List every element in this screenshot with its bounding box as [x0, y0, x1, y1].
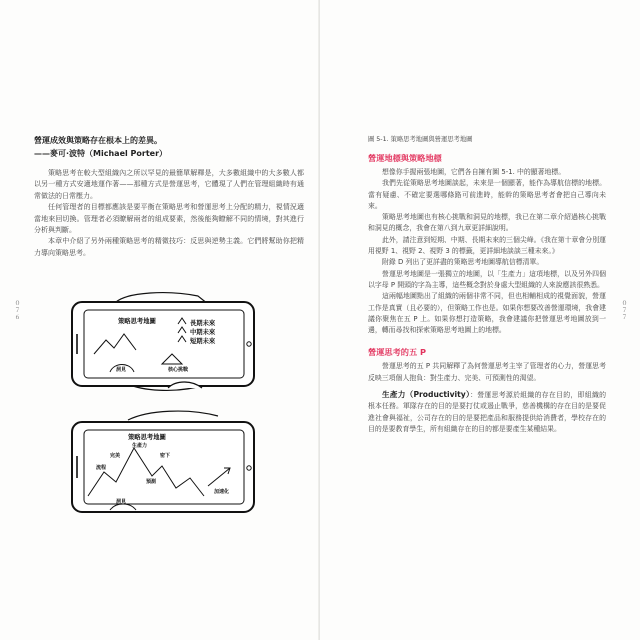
predictability-label: 預測	[146, 479, 157, 485]
map-title: 策略思考地圖	[118, 318, 156, 325]
paragraph: 我們先從策略思考地圖談起，未來是一個顯著，能作為導航信標的地標。當有疑慮、不確定要選哪條路可前進時，能幹的策略思考者會把自己導向未來。	[368, 179, 606, 210]
paragraph: 營運思考的五 P 共同解釋了為何營運思考主宰了管理者的心力，營運思考反映三項個人抱負：對生產力、完美、可預測性的渴望。	[368, 362, 606, 382]
paragraph: 策略思考地圖也有核心挑戰和洞見的地標，我已在第二章介紹過核心挑戰和洞見的概念，我會在第八到九章更詳細說明。	[368, 213, 606, 233]
paragraph: 這兩幅地圖點出了組織的兩個非常不同，但也相輔相成的視覺面貌，營運工作是真實（且必要的），但策略工作也是。如果你想要改善營運環境，我會建議你聚焦在五 P 上。如果你想打造策略，我會建議你把營運思考地圖放到一邊，轉而尋找和探索策略思考地圖上的地標。	[368, 292, 606, 335]
core-challenge-label: 核心挑戰	[168, 367, 189, 373]
phone-illustration-top	[58, 284, 268, 396]
perfection-label: 完美	[110, 453, 121, 459]
right-body-text	[368, 152, 606, 435]
paragraph: 想像你手握兩張地圖，它們各自擁有圖 5-1. 中的顯著地標。	[382, 168, 566, 176]
figure-caption: 圖 5-1. 策略思考地圖與營運思考地圖	[368, 136, 473, 143]
insight-label: 洞見	[116, 367, 127, 373]
epigraph-attribution: ——麥可·波特（Michael Porter）	[34, 149, 168, 158]
paragraph: 此外，請注意到短期、中期、長期未來的三個尖峰。《我在第十章會分別運用視野 1、視野 2、視野 3 的標籤，更詳細地談談三種未來。》	[368, 235, 606, 256]
operational-map-figure	[58, 406, 268, 522]
productivity-text: ：營運思考源於組織的存在目的，即組織的根本任務。軍隊存在的目的是要打仗或遏止戰爭，慈善機構的存在目的是要促進社會與福祉，公司存在的目的是要把產品和服務提供給消費者，學校存在的目的是要教育學生，所有組織存在的目的都是要產生某種結果。	[368, 391, 607, 433]
acceleration-label: 加速化	[214, 489, 230, 495]
phone-illustration-bottom	[58, 406, 268, 522]
paragraph: 本章中介紹了另外兩種策略思考的精微技巧：反思與逆勢主義。它們將幫助你把精力導向策略思考。	[34, 237, 304, 257]
section-heading: 營運思考的五 P	[368, 347, 426, 358]
section-heading: 營運地標與策略地標	[368, 153, 442, 163]
mid-term-label: 中期未來	[190, 329, 216, 336]
paragraph: 策略思考在較大型組織內之所以罕見的最簡單解釋是，大多數組織中的大多數人都以另一種方式安適地運作著——那種方式是營運思考，它體現了人們在管理組織時有通常做法的日常壓力。	[34, 169, 304, 200]
epigraph-quote: 營運成效與策略存在根本上的差異。	[34, 136, 162, 145]
short-term-label: 短期未來	[190, 338, 216, 345]
paragraph-productivity	[368, 389, 606, 435]
strategic-map-figure	[58, 284, 268, 396]
paragraph: 營運思考地圖是一張獨立的地圖，以「生產力」這項地標，以及另外四個以字母 P 開頭的字為主導，這些概念對於身處大型組織的人來說應該很熟悉。	[368, 269, 606, 289]
ridge-right-label: 密下	[160, 453, 171, 459]
paragraph: 任何管理者的目標都應該是要平衡在策略思考和營運思考上分配的精力，視情況適當地來回切換。管理者必須瞭解兩者的組成要素，然後能夠瞭解不同的情境，對其進行分析與判斷。	[34, 203, 304, 235]
insight-label: 洞見	[116, 499, 127, 505]
productivity-term: 生產力（Productivity）	[382, 390, 471, 400]
map-title: 策略思考地圖	[128, 434, 166, 441]
epigraph	[34, 134, 304, 160]
left-body-text	[34, 168, 304, 259]
page-number-left: ０７６	[13, 300, 20, 321]
process-label: 流程	[96, 465, 107, 471]
paragraph: 附錄 D 列出了更詳盡的策略思考地圖導航信標清單。	[382, 258, 544, 267]
page-number-right: ０７７	[620, 300, 627, 321]
long-term-label: 長期未來	[190, 320, 216, 327]
productivity-label: 生產力	[132, 443, 148, 449]
